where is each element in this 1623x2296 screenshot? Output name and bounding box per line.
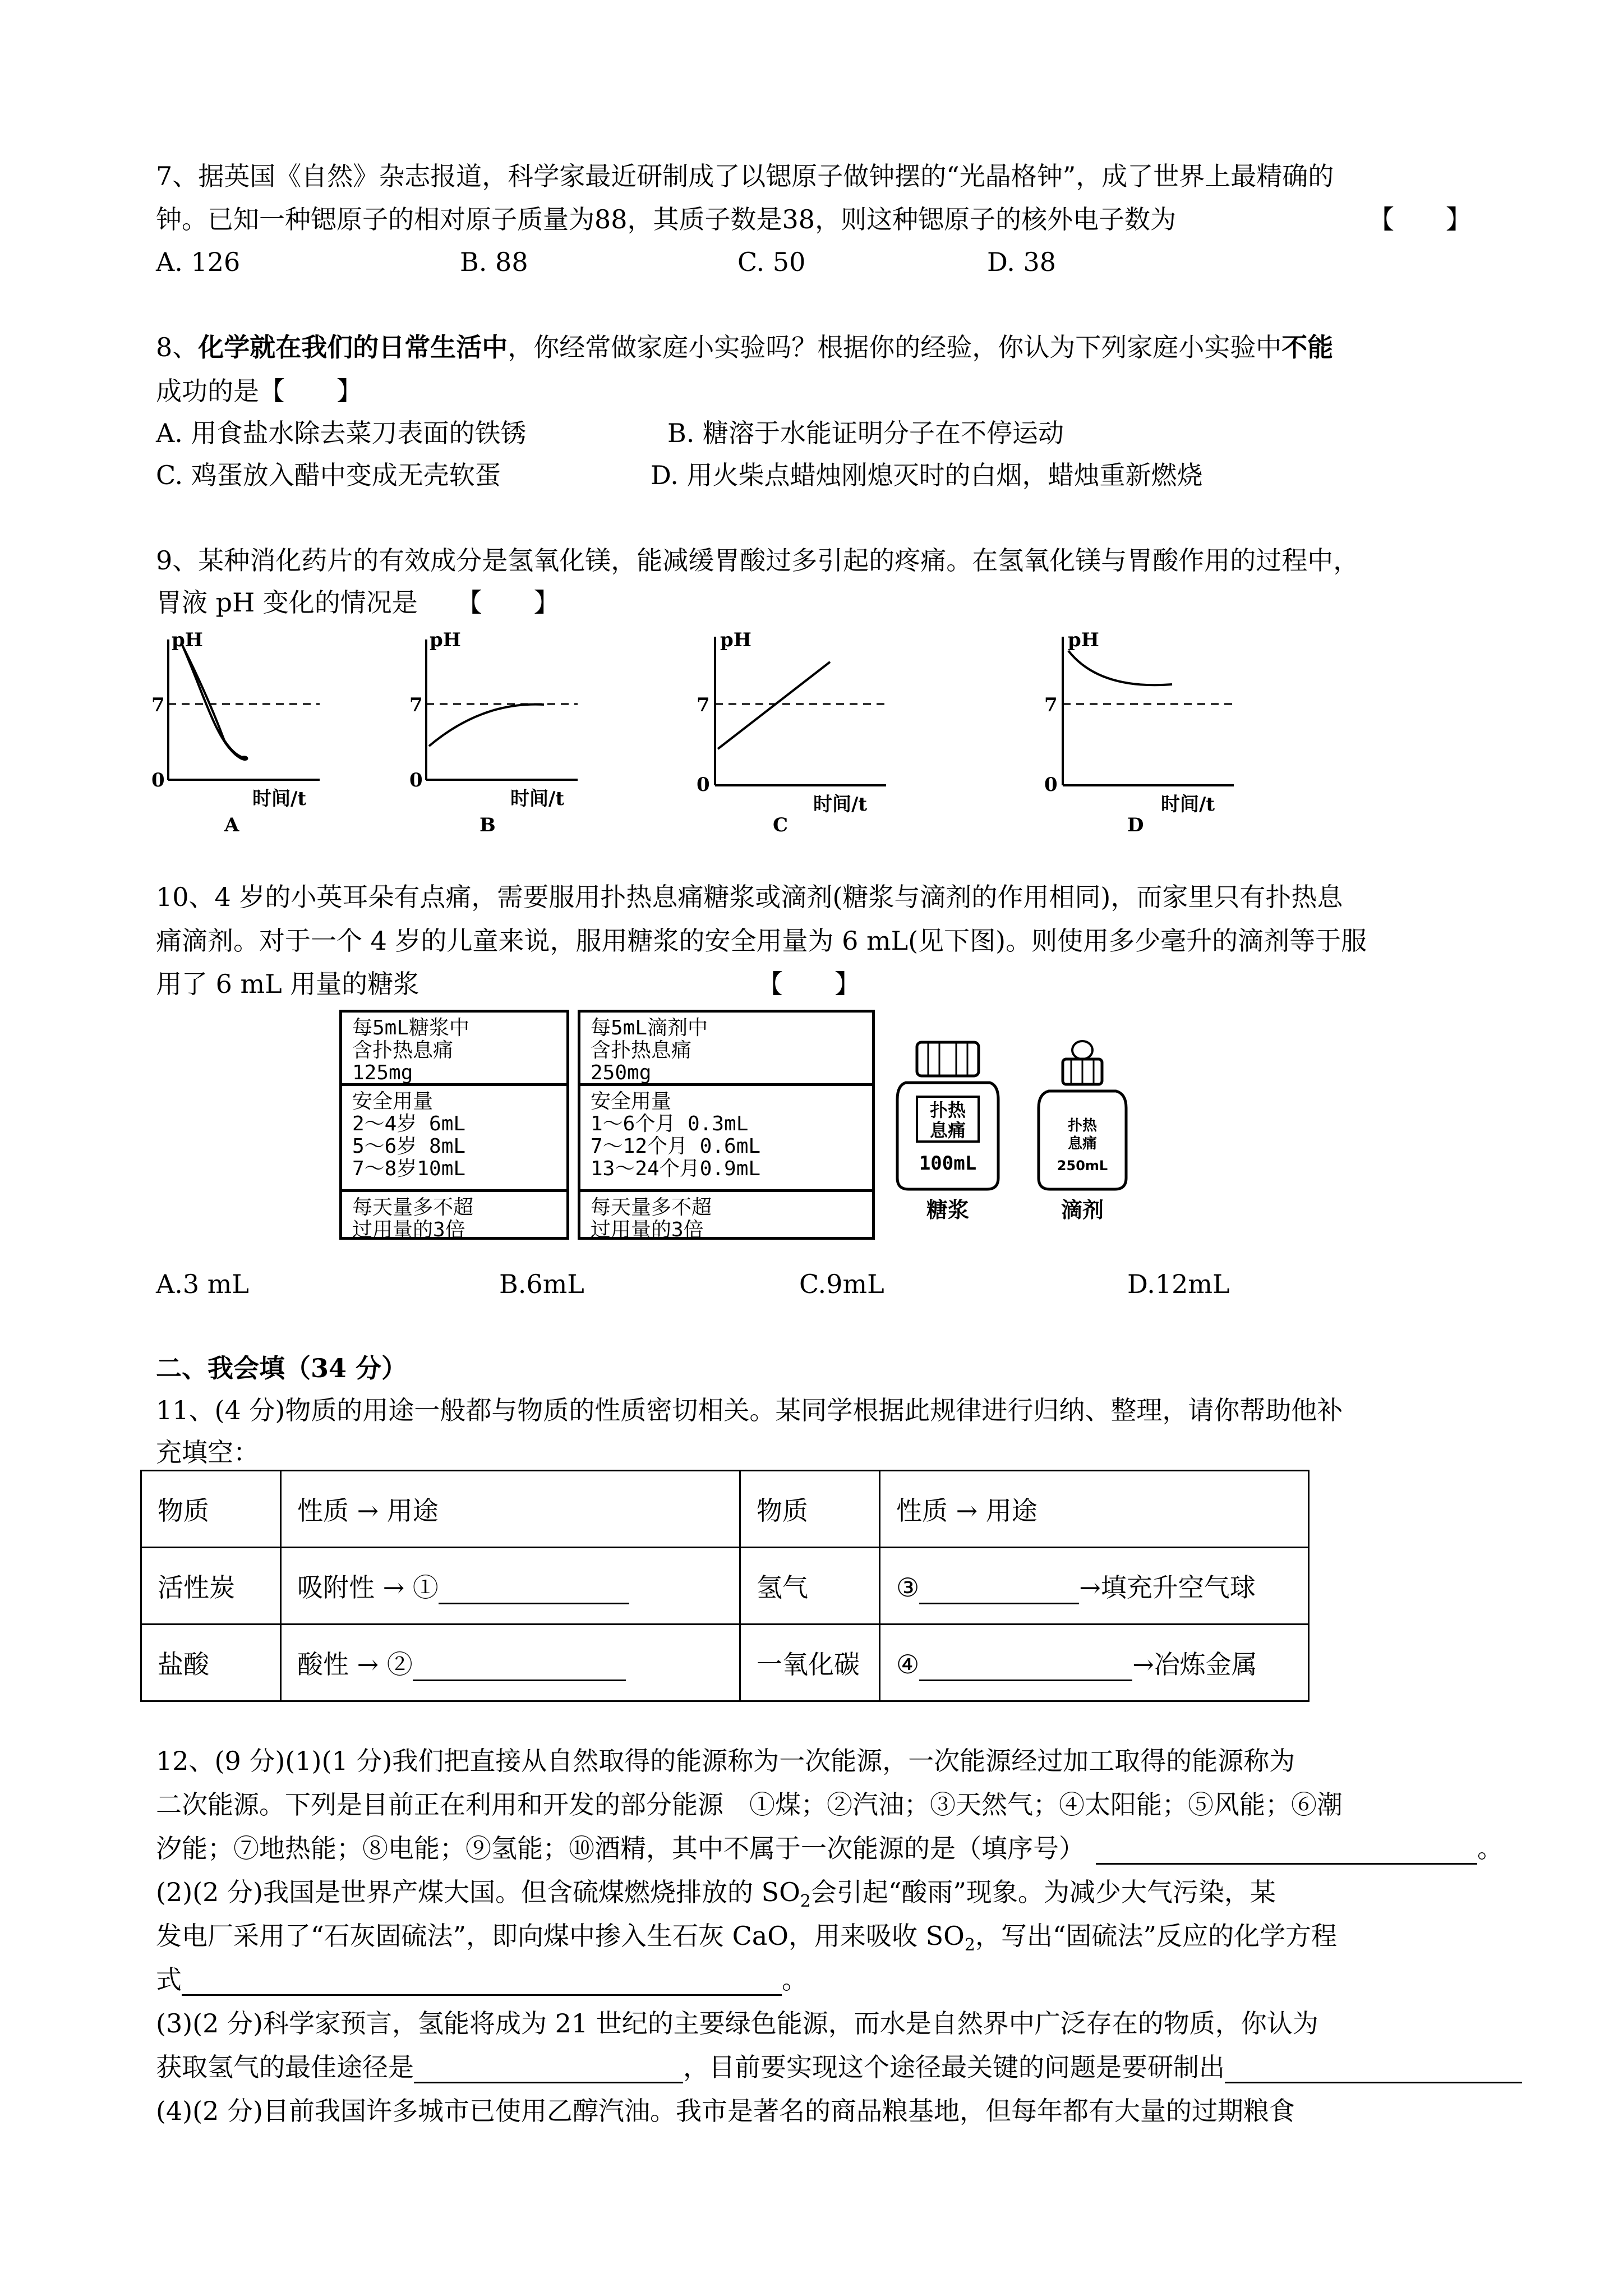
- q12-line1: 12、(9 分)(1)(1 分)我们把直接从自然取得的能源称为一次能源，一次能源经过加工取得的能源称为: [156, 1746, 1295, 1776]
- syrup-safe-title: 安全用量: [352, 1090, 434, 1113]
- answer-blank-hydrogen-route[interactable]: [414, 2056, 683, 2083]
- q7-option-c: C. 50: [737, 247, 806, 277]
- q10-option-d: D.12mL: [1127, 1269, 1230, 1299]
- table-header-cell: 物质: [740, 1471, 880, 1548]
- q10-line1: 10、4 岁的小英耳朵有点痛，需要服用扑热息痛糖浆或滴剂(糖浆与滴剂的作用相同)，而家里只有扑热息: [156, 882, 1343, 912]
- blank-marker: ④: [896, 1649, 920, 1680]
- q7-option-b: B. 88: [460, 247, 528, 277]
- drops-dose-row: 7～12个月 0.6mL: [591, 1135, 761, 1158]
- q12-line5: [156, 1920, 1337, 1962]
- q10-option-b: B.6mL: [499, 1269, 584, 1299]
- graph-a: [151, 629, 320, 836]
- syrup-head1: 每5mL糖浆中: [352, 1016, 470, 1039]
- q10-option-c: C.9mL: [799, 1269, 884, 1299]
- graph-a-xlabel: 时间/t: [252, 788, 307, 810]
- q8-option-a: A. 用食盐水除去菜刀表面的铁锈: [156, 418, 527, 448]
- syrup-dose-row: 5～6岁 8mL: [352, 1135, 466, 1158]
- syrup-head3: 125mg: [352, 1061, 413, 1084]
- answer-blank-3[interactable]: [919, 1577, 1079, 1604]
- drops-bottle-label2: 息痛: [1067, 1135, 1098, 1152]
- drops-bottle-volume: 250mL: [1057, 1158, 1108, 1174]
- drops-bottle-label1: 扑热: [1067, 1117, 1098, 1134]
- syrup-foot2: 过用量的3倍: [352, 1218, 465, 1241]
- q12-line5-text-b: ，写出“固硫法”反应的化学方程: [975, 1921, 1337, 1951]
- q9-ph-graphs: [151, 628, 1273, 841]
- q8-line2: 成功的是【 】: [156, 376, 362, 406]
- q11-line1: 11、(4 分)物质的用途一般都与物质的性质密切相关。某同学根据此规律进行归纳、整理，请你帮助他补: [156, 1395, 1343, 1425]
- subscript-2: 2: [800, 1892, 811, 1912]
- q8-option-c: C. 鸡蛋放入醋中变成无壳软蛋: [156, 460, 501, 490]
- substance-cell: 一氧化碳: [740, 1625, 880, 1701]
- q12-line4-text-b: 会引起“酸雨”现象。为减少大气污染，某: [810, 1877, 1276, 1907]
- q12-line5-text: 发电厂采用了“石灰固硫法”，即向煤中掺入生石灰 CaO，用来吸收 SO: [156, 1921, 965, 1951]
- graph-c: [697, 629, 886, 836]
- graph-a-ylabel: pH: [172, 629, 203, 651]
- q12-line3: [156, 1832, 1503, 1865]
- graph-d-xlabel: 时间/t: [1161, 793, 1215, 816]
- q12-line9: (4)(2 分)目前我国许多城市已使用乙醇汽油。我市是著名的商品粮基地，但每年都有大量的过期粮食: [156, 2096, 1295, 2126]
- drops-head1: 每5mL滴剂中: [591, 1016, 708, 1039]
- table-row: [141, 1548, 1309, 1625]
- substance-cell: 盐酸: [141, 1625, 281, 1701]
- graph-d-y0: 0: [1044, 774, 1058, 796]
- graph-a-label: A: [224, 814, 239, 836]
- answer-blank-equation[interactable]: [182, 1968, 782, 1996]
- q7-option-d: D. 38: [987, 247, 1057, 277]
- q12-line6-text: 式: [156, 1964, 182, 1995]
- use-text: →填充升空气球: [1079, 1572, 1256, 1603]
- drops-label-card: [578, 1010, 875, 1240]
- syrup-bottle-label2: 息痛: [929, 1120, 966, 1141]
- q12-line7: (3)(2 分)科学家预言，氢能将成为 21 世纪的主要绿色能源，而水是自然界中广泛存在的物质，你认为: [156, 2008, 1318, 2039]
- drops-bottle-icon: [1026, 1038, 1138, 1228]
- graph-b-label: B: [479, 814, 496, 836]
- q10-line3: 用了 6 mL 用量的糖浆: [156, 969, 419, 999]
- drops-safe-title: 安全用量: [591, 1090, 672, 1113]
- syrup-head2: 含扑热息痛: [352, 1039, 454, 1062]
- graph-c-ylabel: pH: [720, 629, 751, 651]
- q7-line1: 7、据英国《自然》杂志报道，科学家最近研制成了以锶原子做钟摆的“光晶格钟”，成了世界上最精确的: [156, 161, 1334, 191]
- drops-foot2: 过用量的3倍: [591, 1218, 704, 1241]
- graph-d: [1044, 629, 1234, 836]
- graph-b: [409, 629, 578, 836]
- drops-foot1: 每天量多不超: [591, 1196, 712, 1219]
- use-text: →冶炼金属: [1132, 1649, 1257, 1680]
- q9-line1: 9、某种消化药片的有效成分是氢氧化镁，能减缓胃酸过多引起的疼痛。在氢氧化镁与胃酸作用的过程中，: [156, 545, 1359, 576]
- q8-question-text: ，你经常做家庭小实验吗？根据你的经验，你认为下列家庭小实验中: [508, 332, 1282, 362]
- substance-cell: 活性炭: [141, 1548, 281, 1625]
- table-header-row: [141, 1471, 1309, 1548]
- q8-option-d: D. 用火柴点蜡烛刚熄灭时的白烟，蜡烛重新燃烧: [651, 460, 1203, 490]
- table-header-cell: 物质: [141, 1471, 281, 1548]
- drops-head3: 250mg: [591, 1061, 652, 1084]
- q7-line2: 钟。已知一种锶原子的相对原子质量为88，其质子数是38，则这种锶原子的核外电子数为: [156, 204, 1177, 234]
- q8-bold-phrase: 化学就在我们的日常生活中: [198, 332, 508, 362]
- syrup-bottle-icon: [886, 1038, 1009, 1228]
- graph-c-label: C: [773, 814, 789, 836]
- q8-option-b: B. 糖溶于水能证明分子在不停运动: [667, 418, 1064, 448]
- period: 。: [782, 1964, 808, 1995]
- q10-option-a: A.3 mL: [156, 1269, 249, 1299]
- q12-line8: [156, 2051, 1522, 2083]
- answer-blank-1[interactable]: [439, 1577, 629, 1604]
- graph-c-y0: 0: [697, 774, 710, 796]
- property-text: 吸附性 → ①: [297, 1572, 439, 1603]
- syrup-dose-row: 2～4岁 6mL: [352, 1112, 466, 1135]
- q12-line8-text-b: ，目前要实现这个途径最关键的问题是要研制出: [683, 2052, 1225, 2082]
- property-use-cell: [880, 1548, 1309, 1625]
- answer-blank-2[interactable]: [413, 1654, 626, 1681]
- graph-d-ylabel: pH: [1068, 629, 1099, 651]
- property-use-cell: [281, 1548, 740, 1625]
- property-use-cell: [281, 1625, 740, 1701]
- drops-dose-row: 13～24个月0.9mL: [591, 1157, 761, 1180]
- graph-b-y7: 7: [409, 694, 423, 716]
- table-row: [141, 1625, 1309, 1701]
- q12-line2: 二次能源。下列是目前正在利用和开发的部分能源 ①煤；②汽油；③天然气；④太阳能；⑤风能；⑥潮: [156, 1789, 1343, 1820]
- drops-bottle-caption: 滴剂: [1061, 1198, 1104, 1222]
- property-text: 酸性 → ②: [297, 1649, 413, 1680]
- q12-line4: [156, 1876, 1276, 1918]
- period: 。: [1477, 1833, 1503, 1864]
- syrup-label-card: [339, 1010, 569, 1240]
- section-two-title: 二、我会填（34 分）: [156, 1353, 408, 1383]
- q9-line2: 胃液 pH 变化的情况是 【 】: [156, 587, 560, 618]
- substance-cell: 氢气: [740, 1548, 880, 1625]
- drops-dose-row: 1～6个月 0.3mL: [591, 1112, 749, 1135]
- answer-blank-research[interactable]: [1225, 2056, 1522, 2083]
- subscript-2: 2: [964, 1935, 975, 1955]
- syrup-bottle-caption: 糖浆: [926, 1198, 970, 1222]
- syrup-bottle-label1: 扑热: [929, 1099, 966, 1121]
- graph-d-label: D: [1127, 814, 1144, 836]
- q11-line2: 充填空：: [156, 1437, 259, 1467]
- syrup-bottle-volume: 100mL: [919, 1152, 977, 1175]
- graph-c-xlabel: 时间/t: [813, 793, 868, 816]
- q12-line6: [156, 1963, 808, 1996]
- graph-c-y7: 7: [697, 694, 710, 716]
- graph-b-y0: 0: [409, 769, 423, 792]
- graph-a-y7: 7: [151, 694, 165, 716]
- graph-b-xlabel: 时间/t: [510, 788, 565, 810]
- q8-line1: [156, 331, 1333, 364]
- graph-d-y7: 7: [1044, 694, 1058, 716]
- drops-head2: 含扑热息痛: [591, 1039, 692, 1062]
- q12-line3-text: 汐能；⑦地热能；⑧电能；⑨氢能；⑩酒精，其中不属于一次能源的是（填序号）: [156, 1833, 1085, 1864]
- q10-line2: 痛滴剂。对于一个 4 岁的儿童来说，服用糖浆的安全用量为 6 mL(见下图)。则使用多少毫升的滴剂等于服: [156, 926, 1367, 956]
- graph-a-y0: 0: [151, 769, 165, 792]
- table-header-cell: 性质 → 用途: [880, 1471, 1309, 1548]
- syrup-foot1: 每天量多不超: [352, 1196, 474, 1219]
- q12-line4-text: (2)(2 分)我国是世界产煤大国。但含硫煤燃烧排放的 SO: [156, 1877, 800, 1907]
- table-header-cell: 性质 → 用途: [281, 1471, 740, 1548]
- answer-blank-4[interactable]: [919, 1654, 1132, 1681]
- property-use-table: [140, 1470, 1310, 1702]
- q8-number: 8、: [156, 332, 199, 362]
- syrup-dose-row: 7～8岁10mL: [352, 1157, 466, 1180]
- q7-answer-bracket: 【 】: [1368, 204, 1472, 234]
- q7-option-a: A. 126: [156, 247, 241, 277]
- q10-answer-bracket: 【 】: [757, 969, 860, 999]
- graph-b-ylabel: pH: [430, 629, 461, 651]
- q12-line8-text: 获取氢气的最佳途径是: [156, 2052, 414, 2082]
- q8-emphasis-not: 不能: [1281, 332, 1334, 362]
- answer-blank-energy[interactable]: [1096, 1837, 1477, 1865]
- blank-marker: ③: [896, 1572, 920, 1603]
- property-use-cell: [880, 1625, 1309, 1701]
